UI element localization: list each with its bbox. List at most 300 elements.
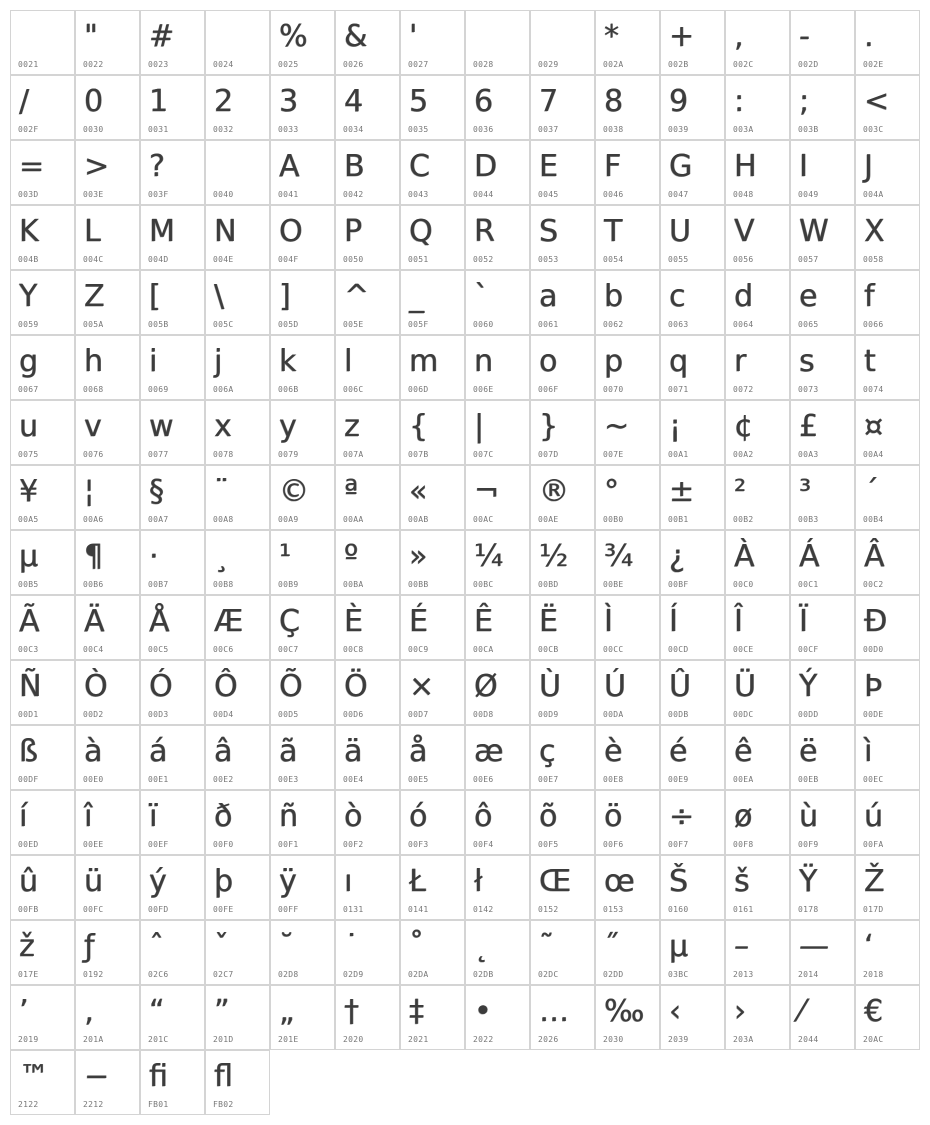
glyph-codepoint: 00B8 xyxy=(213,580,234,589)
glyph-sample: ⁄ xyxy=(799,994,805,1029)
glyph-sample: ² xyxy=(734,474,747,509)
glyph-cell xyxy=(725,270,790,335)
glyph-cell xyxy=(205,10,270,75)
glyph-codepoint: 00B2 xyxy=(733,515,754,524)
glyph-codepoint: 02DA xyxy=(408,970,429,979)
glyph-codepoint: 00E7 xyxy=(538,775,559,784)
glyph-cell xyxy=(855,660,920,725)
glyph-sample: \ xyxy=(214,279,225,314)
glyph-codepoint: 0036 xyxy=(473,125,494,134)
glyph-sample: ” xyxy=(214,994,230,1029)
glyph-codepoint: 201A xyxy=(83,1035,104,1044)
glyph-cell xyxy=(270,790,335,855)
glyph-cell xyxy=(530,920,595,985)
glyph-codepoint: 0131 xyxy=(343,905,364,914)
glyph-codepoint: 002D xyxy=(798,60,819,69)
glyph-sample: ˜ xyxy=(539,929,554,964)
glyph-sample: 1 xyxy=(149,84,169,119)
glyph-cell xyxy=(530,465,595,530)
glyph-sample: D xyxy=(474,149,498,184)
glyph-codepoint: 00D8 xyxy=(473,710,494,719)
glyph-cell xyxy=(595,660,660,725)
glyph-grid xyxy=(10,10,920,1115)
glyph-cell xyxy=(790,140,855,205)
glyph-sample: A xyxy=(279,149,300,184)
glyph-codepoint: 201E xyxy=(278,1035,299,1044)
glyph-sample: ‚ xyxy=(84,994,94,1029)
glyph-cell xyxy=(335,855,400,920)
glyph-sample: î xyxy=(84,799,93,834)
glyph-sample: Ø xyxy=(474,669,498,704)
glyph-cell xyxy=(465,660,530,725)
glyph-sample: h xyxy=(84,344,104,379)
glyph-codepoint: 00E4 xyxy=(343,775,364,784)
glyph-codepoint: 0066 xyxy=(863,320,884,329)
glyph-sample: ˆ xyxy=(149,929,164,964)
glyph-sample: H xyxy=(734,149,757,184)
glyph-cell xyxy=(140,10,205,75)
glyph-codepoint: FB01 xyxy=(148,1100,169,1109)
glyph-sample: Q xyxy=(409,214,433,249)
glyph-cell xyxy=(75,985,140,1050)
glyph-sample: Þ xyxy=(864,669,883,704)
glyph-codepoint: 0043 xyxy=(408,190,429,199)
glyph-cell xyxy=(140,920,205,985)
glyph-codepoint: 00C4 xyxy=(83,645,104,654)
glyph-cell xyxy=(10,75,75,140)
glyph-codepoint: 02D9 xyxy=(343,970,364,979)
glyph-sample: « xyxy=(409,474,428,509)
glyph-cell xyxy=(725,530,790,595)
glyph-codepoint: 0037 xyxy=(538,125,559,134)
glyph-cell xyxy=(335,920,400,985)
glyph-codepoint: 003B xyxy=(798,125,819,134)
glyph-cell xyxy=(660,205,725,270)
glyph-sample: [ xyxy=(149,279,161,314)
glyph-cell xyxy=(75,270,140,335)
glyph-codepoint: 00A5 xyxy=(18,515,39,524)
glyph-codepoint: 2044 xyxy=(798,1035,819,1044)
glyph-sample: J xyxy=(864,149,873,184)
glyph-cell xyxy=(335,400,400,465)
glyph-sample: = xyxy=(19,149,45,184)
glyph-codepoint: 0069 xyxy=(148,385,169,394)
glyph-cell xyxy=(140,140,205,205)
glyph-codepoint: 0050 xyxy=(343,255,364,264)
glyph-cell xyxy=(855,10,920,75)
glyph-sample: ˛ xyxy=(474,929,489,964)
glyph-sample: Ÿ xyxy=(799,864,818,899)
glyph-cell xyxy=(75,790,140,855)
glyph-cell xyxy=(335,595,400,660)
glyph-sample: Ü xyxy=(734,669,756,704)
glyph-sample: , xyxy=(734,19,744,54)
glyph-cell xyxy=(205,920,270,985)
glyph-cell xyxy=(270,660,335,725)
glyph-cell xyxy=(855,400,920,465)
glyph-codepoint: 2020 xyxy=(343,1035,364,1044)
glyph-sample: ‰ xyxy=(604,994,645,1029)
glyph-cell xyxy=(140,270,205,335)
glyph-sample: ‡ xyxy=(409,994,424,1029)
glyph-cell xyxy=(140,1050,205,1115)
glyph-sample: “ xyxy=(149,994,165,1029)
glyph-sample: O xyxy=(279,214,303,249)
glyph-cell xyxy=(725,855,790,920)
glyph-cell xyxy=(855,595,920,660)
glyph-codepoint: 2122 xyxy=(18,1100,39,1109)
glyph-cell xyxy=(465,530,530,595)
glyph-sample: − xyxy=(84,1059,110,1094)
glyph-codepoint: 20AC xyxy=(863,1035,884,1044)
glyph-codepoint: 0056 xyxy=(733,255,754,264)
glyph-codepoint: 00D2 xyxy=(83,710,104,719)
glyph-cell xyxy=(595,855,660,920)
glyph-sample: ¦ xyxy=(84,474,95,509)
glyph-cell xyxy=(140,985,205,1050)
glyph-codepoint: 00BF xyxy=(668,580,689,589)
glyph-cell xyxy=(790,920,855,985)
glyph-codepoint: 2014 xyxy=(798,970,819,979)
glyph-codepoint: 00AA xyxy=(343,515,364,524)
glyph-sample: S xyxy=(539,214,559,249)
glyph-codepoint: 004A xyxy=(863,190,884,199)
glyph-codepoint: 0040 xyxy=(213,190,234,199)
glyph-codepoint: 00BE xyxy=(603,580,624,589)
glyph-cell xyxy=(140,660,205,725)
glyph-codepoint: 00AB xyxy=(408,515,429,524)
glyph-sample: z xyxy=(344,409,360,444)
glyph-sample: ¢ xyxy=(734,409,754,444)
glyph-sample: ø xyxy=(734,799,753,834)
glyph-codepoint: 005D xyxy=(278,320,299,329)
glyph-sample: ¹ xyxy=(279,539,292,574)
glyph-sample: Ï xyxy=(799,604,808,639)
glyph-sample: Ö xyxy=(344,669,368,704)
glyph-codepoint: 0068 xyxy=(83,385,104,394)
glyph-codepoint: 0060 xyxy=(473,320,494,329)
glyph-sample: š xyxy=(734,864,750,899)
glyph-sample: _ xyxy=(409,279,424,314)
glyph-codepoint: 0048 xyxy=(733,190,754,199)
glyph-codepoint: 00B3 xyxy=(798,515,819,524)
glyph-cell xyxy=(530,75,595,140)
glyph-codepoint: 00DA xyxy=(603,710,624,719)
glyph-sample: ü xyxy=(84,864,104,899)
glyph-codepoint: 00B9 xyxy=(278,580,299,589)
glyph-sample: º xyxy=(344,539,359,574)
glyph-cell xyxy=(660,335,725,400)
glyph-cell xyxy=(790,530,855,595)
glyph-codepoint: 0055 xyxy=(668,255,689,264)
glyph-sample: å xyxy=(409,734,428,769)
glyph-codepoint: 00B0 xyxy=(603,515,624,524)
glyph-codepoint: 004C xyxy=(83,255,104,264)
glyph-cell xyxy=(595,530,660,595)
glyph-sample: í xyxy=(19,799,28,834)
glyph-cell xyxy=(660,530,725,595)
glyph-cell xyxy=(725,790,790,855)
glyph-cell xyxy=(530,595,595,660)
glyph-cell xyxy=(530,270,595,335)
glyph-sample: 7 xyxy=(539,84,559,119)
glyph-sample: m xyxy=(409,344,439,379)
glyph-codepoint: 0057 xyxy=(798,255,819,264)
glyph-cell xyxy=(465,855,530,920)
glyph-cell xyxy=(855,335,920,400)
glyph-sample: % xyxy=(279,19,308,54)
glyph-codepoint: 0059 xyxy=(18,320,39,329)
glyph-sample: ~ xyxy=(604,409,630,444)
glyph-codepoint: 00F1 xyxy=(278,840,299,849)
glyph-cell xyxy=(400,595,465,660)
glyph-cell xyxy=(725,335,790,400)
glyph-cell xyxy=(75,660,140,725)
glyph-codepoint: 00FC xyxy=(83,905,104,914)
glyph-cell xyxy=(660,660,725,725)
glyph-cell xyxy=(10,855,75,920)
glyph-codepoint: 00A7 xyxy=(148,515,169,524)
glyph-cell xyxy=(855,985,920,1050)
glyph-sample: w xyxy=(149,409,174,444)
glyph-cell xyxy=(10,530,75,595)
glyph-codepoint: 0034 xyxy=(343,125,364,134)
glyph-codepoint: 002A xyxy=(603,60,624,69)
glyph-codepoint: 00D9 xyxy=(538,710,559,719)
glyph-codepoint: 007B xyxy=(408,450,429,459)
glyph-sample: Ô xyxy=(214,669,238,704)
glyph-cell xyxy=(595,400,660,465)
glyph-codepoint: 0062 xyxy=(603,320,624,329)
glyph-cell xyxy=(465,595,530,660)
glyph-sample: Ã xyxy=(19,604,40,639)
glyph-codepoint: 00D6 xyxy=(343,710,364,719)
glyph-sample: + xyxy=(669,19,695,54)
glyph-cell xyxy=(855,140,920,205)
glyph-cell xyxy=(400,660,465,725)
glyph-codepoint: 0072 xyxy=(733,385,754,394)
glyph-codepoint: 004E xyxy=(213,255,234,264)
glyph-cell xyxy=(595,75,660,140)
glyph-sample: Š xyxy=(669,864,689,899)
glyph-sample: . xyxy=(864,19,874,54)
glyph-cell xyxy=(465,400,530,465)
glyph-cell xyxy=(205,985,270,1050)
glyph-codepoint: 0065 xyxy=(798,320,819,329)
glyph-codepoint: 2026 xyxy=(538,1035,559,1044)
glyph-codepoint: 002E xyxy=(863,60,884,69)
glyph-codepoint: 0073 xyxy=(798,385,819,394)
glyph-cell xyxy=(595,335,660,400)
glyph-sample: ± xyxy=(669,474,695,509)
glyph-sample: ú xyxy=(864,799,884,834)
glyph-codepoint: 0078 xyxy=(213,450,234,459)
glyph-sample: 4 xyxy=(344,84,364,119)
glyph-codepoint: 02C7 xyxy=(213,970,234,979)
glyph-sample: W xyxy=(799,214,829,249)
glyph-codepoint: 0064 xyxy=(733,320,754,329)
glyph-codepoint: 00FB xyxy=(18,905,39,914)
glyph-cell xyxy=(595,140,660,205)
glyph-cell xyxy=(660,725,725,790)
glyph-sample: s xyxy=(799,344,815,379)
glyph-sample: Œ xyxy=(539,864,572,899)
glyph-codepoint: 00A9 xyxy=(278,515,299,524)
glyph-codepoint: 0046 xyxy=(603,190,624,199)
glyph-cell xyxy=(335,530,400,595)
glyph-cell xyxy=(140,335,205,400)
glyph-codepoint: 00CA xyxy=(473,645,494,654)
glyph-codepoint: 007D xyxy=(538,450,559,459)
glyph-cell xyxy=(140,790,205,855)
glyph-sample: € xyxy=(864,994,884,1029)
glyph-sample: T xyxy=(604,214,623,249)
glyph-cell xyxy=(595,205,660,270)
glyph-sample: K xyxy=(19,214,39,249)
glyph-sample: • xyxy=(474,994,492,1029)
glyph-cell xyxy=(205,790,270,855)
glyph-codepoint: 0049 xyxy=(798,190,819,199)
glyph-sample: E xyxy=(539,149,558,184)
glyph-codepoint: 003F xyxy=(148,190,169,199)
glyph-cell xyxy=(335,985,400,1050)
glyph-sample: ö xyxy=(604,799,623,834)
glyph-codepoint: 00F8 xyxy=(733,840,754,849)
glyph-codepoint: 00F6 xyxy=(603,840,624,849)
glyph-codepoint: 00C0 xyxy=(733,580,754,589)
glyph-codepoint: 0044 xyxy=(473,190,494,199)
glyph-sample: G xyxy=(669,149,693,184)
glyph-cell xyxy=(335,75,400,140)
glyph-codepoint: 00F2 xyxy=(343,840,364,849)
glyph-cell xyxy=(335,10,400,75)
glyph-codepoint: 0035 xyxy=(408,125,429,134)
glyph-cell xyxy=(10,140,75,205)
glyph-sample: ¬ xyxy=(474,474,500,509)
glyph-sample: § xyxy=(149,474,164,509)
glyph-codepoint: 0030 xyxy=(83,125,104,134)
glyph-sample: U xyxy=(669,214,691,249)
glyph-sample: ¸ xyxy=(214,539,229,574)
glyph-codepoint: 0033 xyxy=(278,125,299,134)
glyph-sample: É xyxy=(409,604,428,639)
glyph-sample: Å xyxy=(149,604,170,639)
glyph-codepoint: 00E1 xyxy=(148,775,169,784)
glyph-sample: â xyxy=(214,734,233,769)
glyph-sample: ß xyxy=(19,734,38,769)
glyph-cell xyxy=(855,790,920,855)
glyph-sample: y xyxy=(279,409,297,444)
glyph-sample: ˝ xyxy=(604,929,619,964)
glyph-codepoint: 0023 xyxy=(148,60,169,69)
glyph-sample: Ç xyxy=(279,604,300,639)
glyph-codepoint: 00C7 xyxy=(278,645,299,654)
glyph-sample: ý xyxy=(149,864,167,899)
glyph-cell xyxy=(140,725,205,790)
glyph-cell xyxy=(270,985,335,1050)
glyph-sample: è xyxy=(604,734,623,769)
glyph-cell xyxy=(725,140,790,205)
glyph-cell xyxy=(530,790,595,855)
glyph-cell xyxy=(140,465,205,530)
glyph-codepoint: 00BC xyxy=(473,580,494,589)
glyph-sample: þ xyxy=(214,864,234,899)
glyph-sample: ÷ xyxy=(669,799,695,834)
glyph-cell xyxy=(855,530,920,595)
glyph-sample: » xyxy=(409,539,428,574)
glyph-sample: ë xyxy=(799,734,818,769)
glyph-codepoint: 006C xyxy=(343,385,364,394)
glyph-codepoint: 00AE xyxy=(538,515,559,524)
glyph-sample: n xyxy=(474,344,494,379)
glyph-cell xyxy=(725,465,790,530)
glyph-codepoint: 006D xyxy=(408,385,429,394)
glyph-sample: ³ xyxy=(799,474,812,509)
glyph-sample: ﬂ xyxy=(214,1059,233,1094)
glyph-sample: N xyxy=(214,214,237,249)
glyph-cell xyxy=(790,595,855,660)
glyph-codepoint: 00EA xyxy=(733,775,754,784)
glyph-sample: ó xyxy=(409,799,428,834)
glyph-codepoint: 0079 xyxy=(278,450,299,459)
glyph-sample: ½ xyxy=(539,539,569,574)
glyph-sample: ù xyxy=(799,799,819,834)
glyph-codepoint: 2018 xyxy=(863,970,884,979)
glyph-cell xyxy=(205,335,270,400)
glyph-cell xyxy=(270,400,335,465)
glyph-codepoint: 0032 xyxy=(213,125,234,134)
glyph-cell xyxy=(660,595,725,660)
glyph-codepoint: 2030 xyxy=(603,1035,624,1044)
glyph-sample: Ë xyxy=(539,604,558,639)
glyph-codepoint: 0061 xyxy=(538,320,559,329)
glyph-cell xyxy=(75,920,140,985)
glyph-sample: X xyxy=(864,214,885,249)
glyph-codepoint: 00A8 xyxy=(213,515,234,524)
glyph-codepoint: 00D5 xyxy=(278,710,299,719)
glyph-cell xyxy=(270,75,335,140)
glyph-cell xyxy=(205,205,270,270)
glyph-sample: Ñ xyxy=(19,669,42,704)
glyph-sample: á xyxy=(149,734,168,769)
glyph-cell xyxy=(660,790,725,855)
glyph-sample: I xyxy=(799,149,808,184)
glyph-codepoint: 00C9 xyxy=(408,645,429,654)
glyph-sample: ª xyxy=(344,474,359,509)
glyph-codepoint: 0071 xyxy=(668,385,689,394)
glyph-cell xyxy=(790,270,855,335)
glyph-cell xyxy=(790,855,855,920)
glyph-cell xyxy=(335,270,400,335)
glyph-sample: / xyxy=(19,84,30,119)
glyph-cell xyxy=(335,140,400,205)
glyph-sample: › xyxy=(734,994,746,1029)
glyph-codepoint: 2039 xyxy=(668,1035,689,1044)
glyph-cell xyxy=(725,400,790,465)
glyph-cell xyxy=(335,790,400,855)
glyph-codepoint: 00C6 xyxy=(213,645,234,654)
glyph-sample: b xyxy=(604,279,624,314)
glyph-codepoint: 00EB xyxy=(798,775,819,784)
glyph-sample: ž xyxy=(19,929,35,964)
glyph-cell xyxy=(270,140,335,205)
glyph-cell xyxy=(595,465,660,530)
glyph-codepoint: 2212 xyxy=(83,1100,104,1109)
glyph-sample: Æ xyxy=(214,604,244,639)
glyph-sample: ¿ xyxy=(669,539,685,574)
glyph-sample: Ó xyxy=(149,669,173,704)
glyph-cell xyxy=(725,920,790,985)
